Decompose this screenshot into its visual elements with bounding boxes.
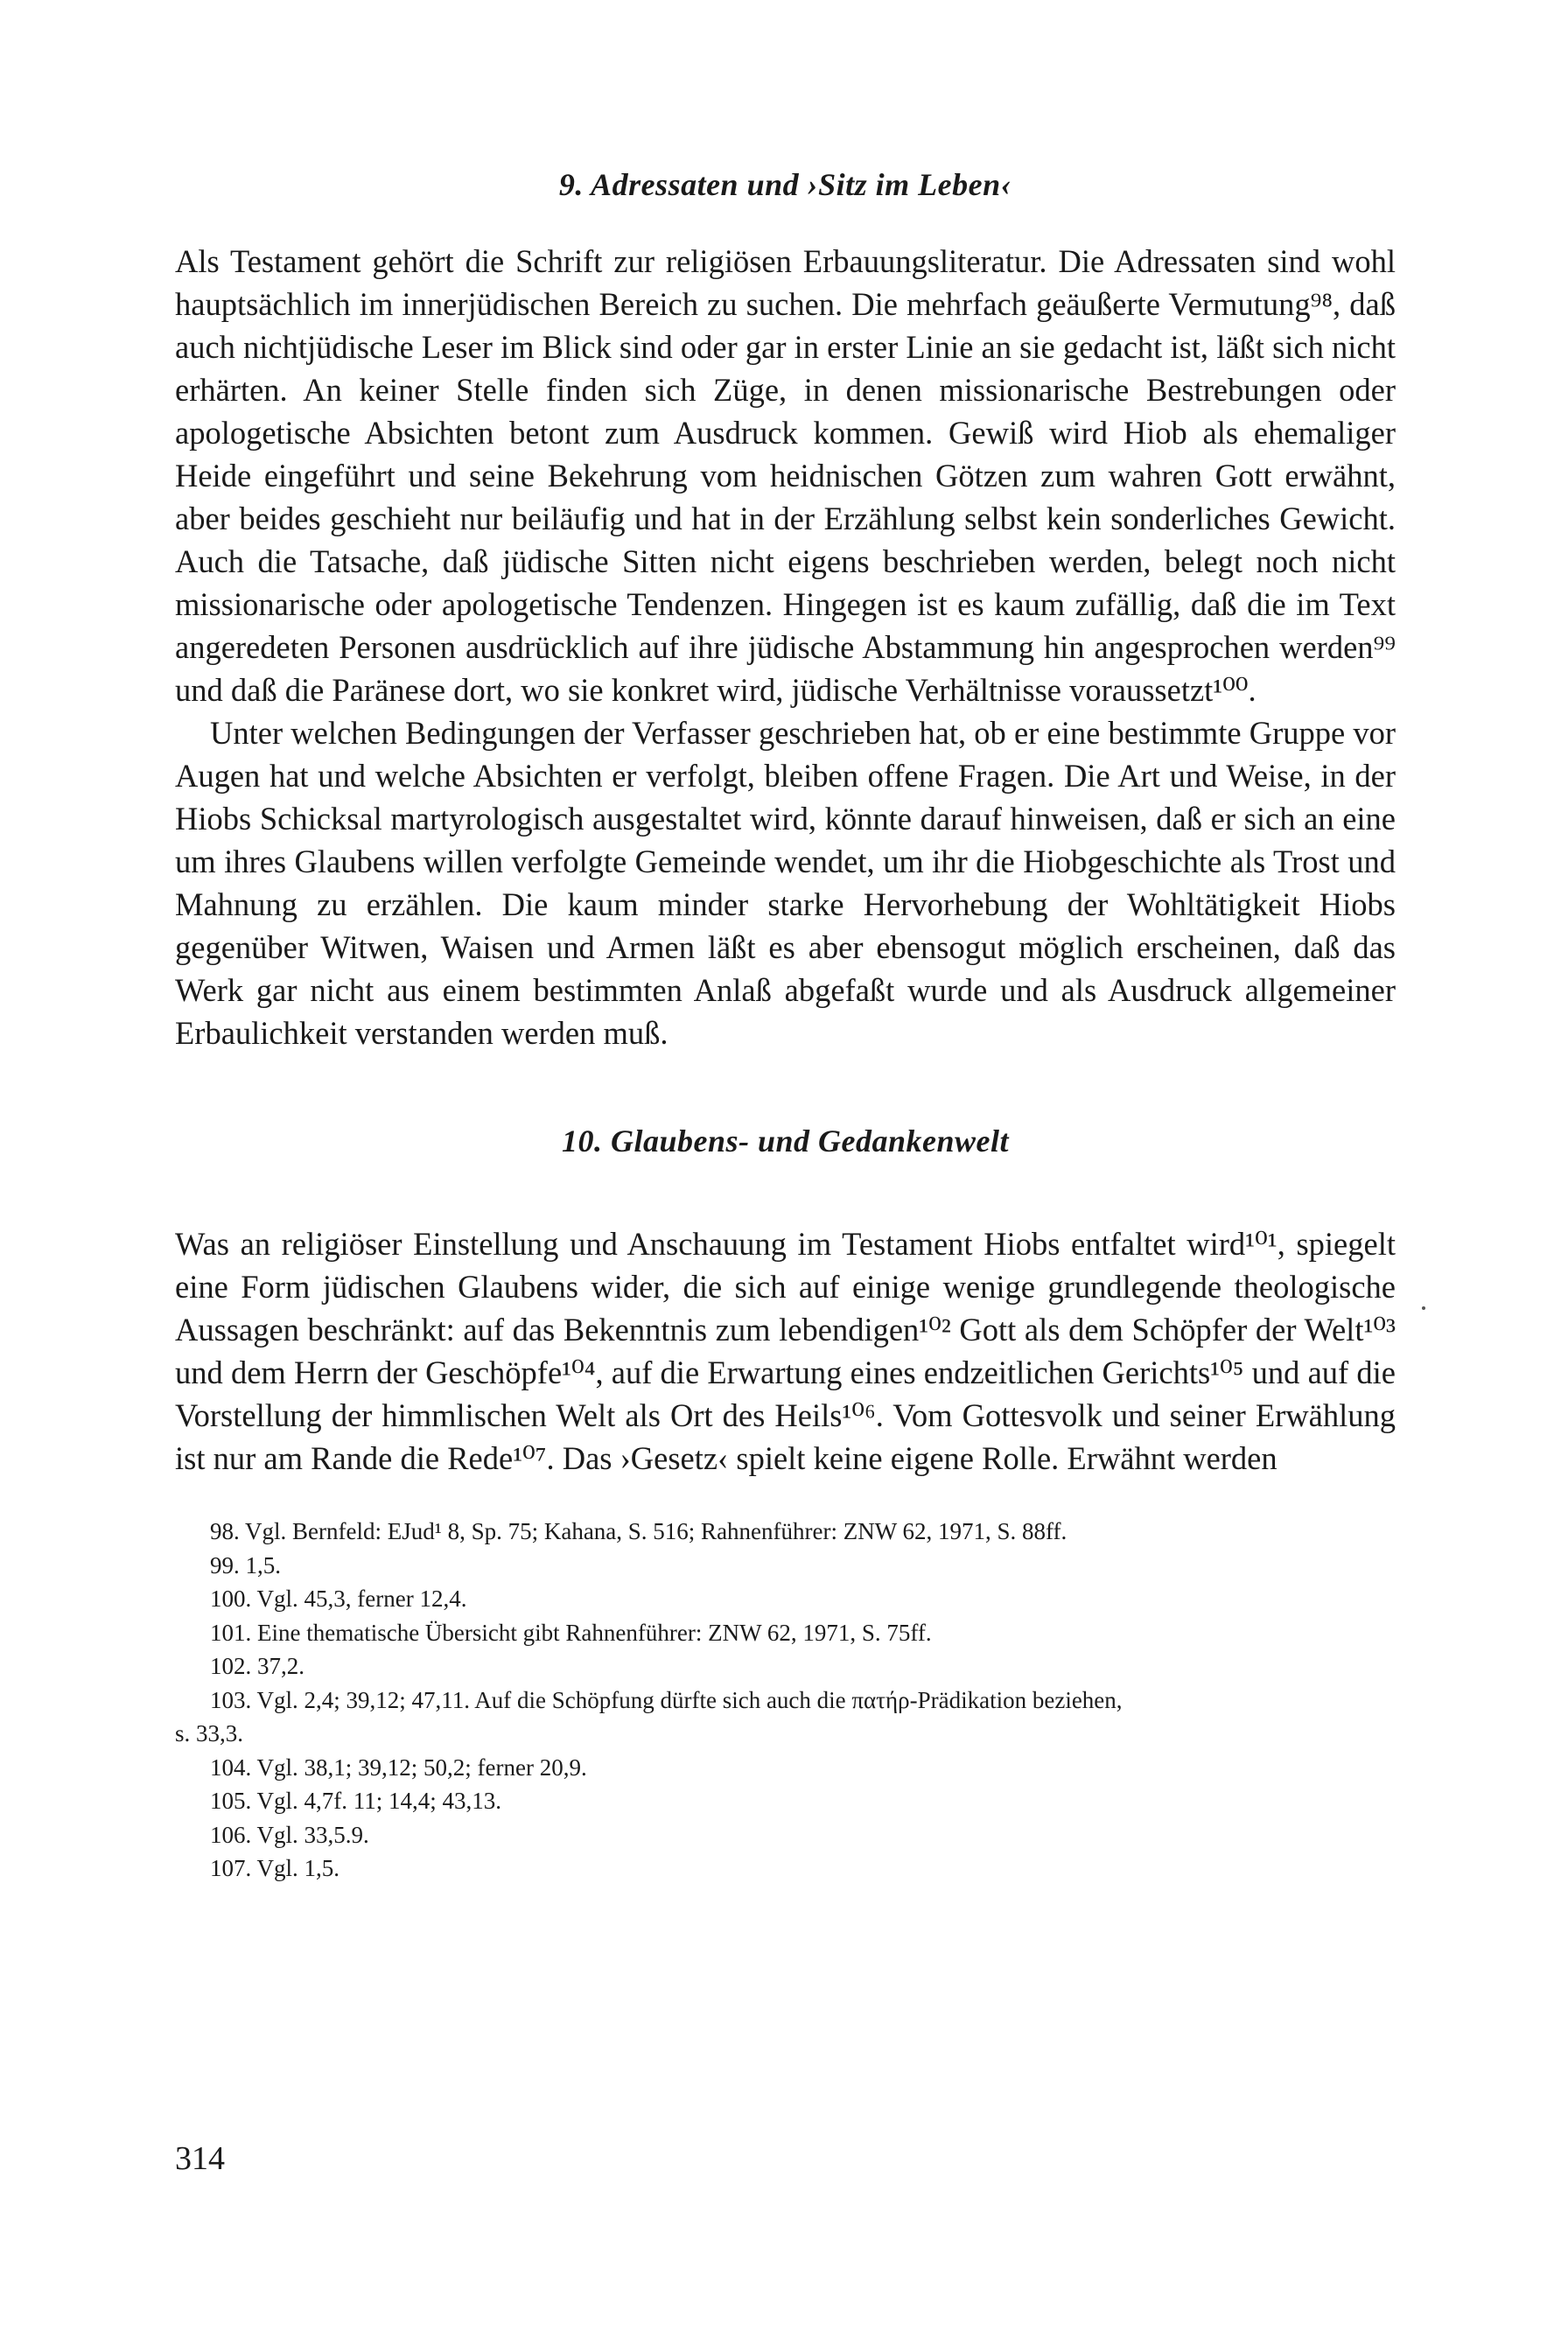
footnote: 100. Vgl. 45,3, ferner 12,4. [210, 1586, 467, 1612]
footnote: 101. Eine thematische Übersicht gibt Rahnenführer: ZNW 62, 1971, S. 75ff. [210, 1619, 932, 1646]
paragraph: Als Testament gehört die Schrift zur religiösen Erbauungsliteratur. Die Adressaten sind wohl hauptsächlich im innerjüdischen Bereich zu suchen. Die mehrfach geäußerte Vermutung⁹⁸, daß auch nichtjüdische Leser im Blick sind oder gar in erster Linie an sie gedacht ist, läßt sich nicht erhärten. An keiner Stelle finden sich Züge, in denen missionarische Bestrebungen oder apologetische Absichten betont zum Ausdruck kommen. Gewiß wird Hiob als ehemaliger Heide eingeführt und seine Bekehrung vom heidnischen Götzen zum wahren Gott erwähnt, aber beides geschieht nur beiläufig und hat in der Erzählung selbst kein sonderliches Gewicht. Auch die Tatsache, daß jüdische Sitten nicht eigens beschrieben werden, belegt noch nicht missionarische oder apologetische Tendenzen. Hingegen ist es kaum zufällig, daß die im Text angeredeten Personen ausdrücklich auf ihre jüdische Abstammung hin angesprochen werden⁹⁹ und daß die Paränese dort, wo sie konkret wird, jüdische Verhältnisse voraussetzt¹⁰⁰. [175, 243, 1396, 708]
stray-mark [1422, 1306, 1425, 1310]
section-heading-9: 9. Adressaten und ›Sitz im Leben‹ [558, 167, 1012, 202]
paragraph: Unter welchen Bedingungen der Verfasser geschrieben hat, ob er eine bestimmte Gruppe vor Augen hat und welche Absichten er verfolgt, bleiben offene Fragen. Die Art und Weise, in der Hiobs Schicksal martyrologisch ausgestaltet wird, könnte darauf hinweisen, daß er sich an eine um ihres Glaubens willen verfolgte Gemeinde wendet, um ihr die Hiobgeschichte als Trost und Mahnung zu erzählen. Die kaum minder starke Hervorhebung der Wohltätigkeit Hiobs gegenüber Witwen, Waisen und Armen läßt es aber ebensogut möglich erscheinen, daß das Werk gar nicht aus einem bestimmten Anlaß abgefaßt wurde und als Ausdruck allgemeiner Erbaulichkeit verstanden werden muß. [175, 715, 1396, 1051]
paragraph: Was an religiöser Einstellung und Anschauung im Testament Hiobs entfaltet wird¹⁰¹, spiegelt eine Form jüdischen Glaubens wider, die sich auf einige wenige grundlegende theologische Aussagen beschränkt: auf das Bekenntnis zum lebendigen¹⁰² Gott als dem Schöpfer der Welt¹⁰³ und dem Herrn der Geschöpfe¹⁰⁴, auf die Erwartung eines endzeitlichen Gerichts¹⁰⁵ und auf die Vorstellung der himmlischen Welt als Ort des Heils¹⁰⁶. Vom Gottesvolk und seiner Erwählung ist nur am Rande die Rede¹⁰⁷. Das ›Gesetz‹ spielt keine eigene Rolle. Erwähnt werden [175, 1226, 1396, 1476]
footnote: 104. Vgl. 38,1; 39,12; 50,2; ferner 20,9. [210, 1754, 587, 1781]
section-heading-10: 10. Glaubens- und Gedankenwelt [561, 1124, 1010, 1158]
page-number: 314 [175, 2140, 225, 2177]
footnote-continuation: s. 33,3. [175, 1720, 244, 1746]
footnote: 102. 37,2. [210, 1653, 304, 1679]
footnote: 106. Vgl. 33,5.9. [210, 1821, 369, 1848]
footnote: 105. Vgl. 4,7f. 11; 14,4; 43,13. [210, 1788, 502, 1814]
page-body [175, 166, 1396, 1886]
footnote: 107. Vgl. 1,5. [210, 1855, 340, 1881]
footnote: 99. 1,5. [210, 1551, 281, 1578]
footnote: 103. Vgl. 2,4; 39,12; 47,11. Auf die Schöpfung dürfte sich auch die πατήρ-Prädikation beziehen, [210, 1686, 1123, 1713]
footnote: 98. Vgl. Bernfeld: EJud¹ 8, Sp. 75; Kahana, S. 516; Rahnenführer: ZNW 62, 1971, S. 88ff. [210, 1518, 1068, 1544]
footnotes [175, 1515, 1396, 1886]
